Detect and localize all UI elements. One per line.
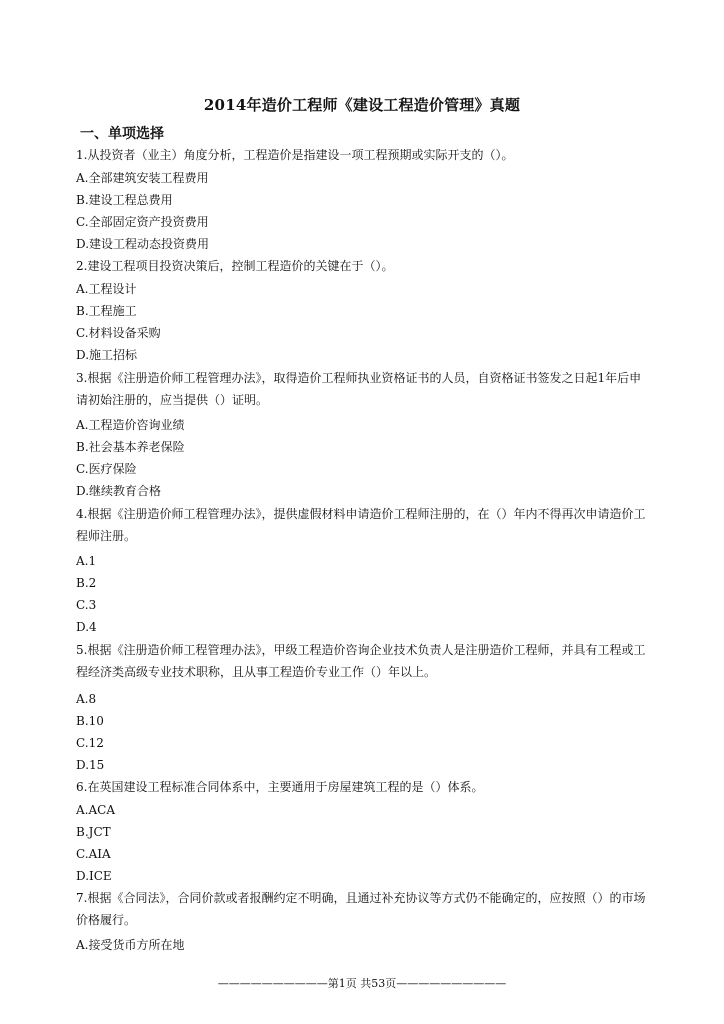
question-text-line-1: 5.根据《注册造价师工程管理办法》，甲级工程造价咨询企业技术负责人是注册造价工程师，并具有工程或工 [76, 643, 646, 657]
option-4c: C.3 [76, 598, 97, 612]
option-1a: A.全部建筑安装工程费用 [76, 171, 209, 185]
option-5d: D.15 [76, 758, 105, 772]
question-1 [76, 144, 686, 166]
option-1c: C.全部固定资产投资费用 [76, 215, 209, 229]
option-3d: D.继续教育合格 [76, 484, 162, 498]
question-text: 1.从投资者（业主）角度分析，工程造价是指建设一项工程预期或实际开支的（）。 [76, 148, 514, 162]
option-3a: A.工程造价咨询业绩 [76, 418, 185, 432]
option-7a: A.接受货币方所在地 [76, 938, 185, 952]
option-3b: B.社会基本养老保险 [76, 440, 185, 454]
question-text-line-2: 价格履行。 [76, 913, 137, 927]
question-text-line-2: 程经济类高级专业技术职称，且从事工程造价专业工作（）年以上。 [76, 665, 437, 679]
page-footer: ——————————第1页 共53页—————————— [217, 977, 507, 990]
option-6b: B.JCT [76, 825, 111, 839]
option-1d: D.建设工程动态投资费用 [76, 237, 210, 251]
question-4 [76, 503, 686, 547]
option-4a: A.1 [76, 554, 97, 568]
question-text: 2.建设工程项目投资决策后，控制工程造价的关键在于（）。 [76, 259, 394, 273]
question-2 [76, 255, 686, 277]
page-title: 2014年造价工程师《建设工程造价管理》真题 [203, 96, 521, 114]
question-text-line-2: 请初始注册的，应当提供（）证明。 [76, 393, 269, 407]
question-7 [76, 887, 686, 931]
option-2d: D.施工招标 [76, 348, 138, 362]
question-text-line-1: 3.根据《注册造价师工程管理办法》，取得造价工程师执业资格证书的人员，自资格证书签发之日起1年后申 [76, 371, 642, 385]
option-2c: C.材料设备采购 [76, 326, 161, 340]
option-2a: A.工程设计 [76, 282, 137, 296]
option-5c: C.12 [76, 736, 104, 750]
question-text-line-1: 7.根据《合同法》，合同价款或者报酬约定不明确，且通过补充协议等方式仍不能确定的，应按照（）的市场 [76, 891, 646, 905]
option-6a: A.ACA [76, 803, 115, 817]
option-4d: D.4 [76, 620, 97, 634]
option-6d: D.ICE [76, 869, 112, 883]
option-6c: C.AIA [76, 847, 111, 861]
question-6 [76, 776, 686, 798]
question-text: 6.在英国建设工程标准合同体系中，主要通用于房屋建筑工程的是（）体系。 [76, 780, 484, 794]
question-text-line-2: 程师注册。 [76, 529, 137, 543]
question-3 [76, 367, 686, 411]
option-1b: B.建设工程总费用 [76, 193, 173, 207]
question-text-line-1: 4.根据《注册造价师工程管理办法》，提供虚假材料申请造价工程师注册的，在（）年内不得再次申请造价工 [76, 507, 646, 521]
option-4b: B.2 [76, 576, 97, 590]
option-5b: B.10 [76, 714, 104, 728]
section-heading: 一、单项选择 [80, 126, 164, 142]
option-3c: C.医疗保险 [76, 462, 137, 476]
question-5 [76, 639, 686, 683]
option-2b: B.工程施工 [76, 304, 137, 318]
option-5a: A.8 [76, 692, 97, 706]
